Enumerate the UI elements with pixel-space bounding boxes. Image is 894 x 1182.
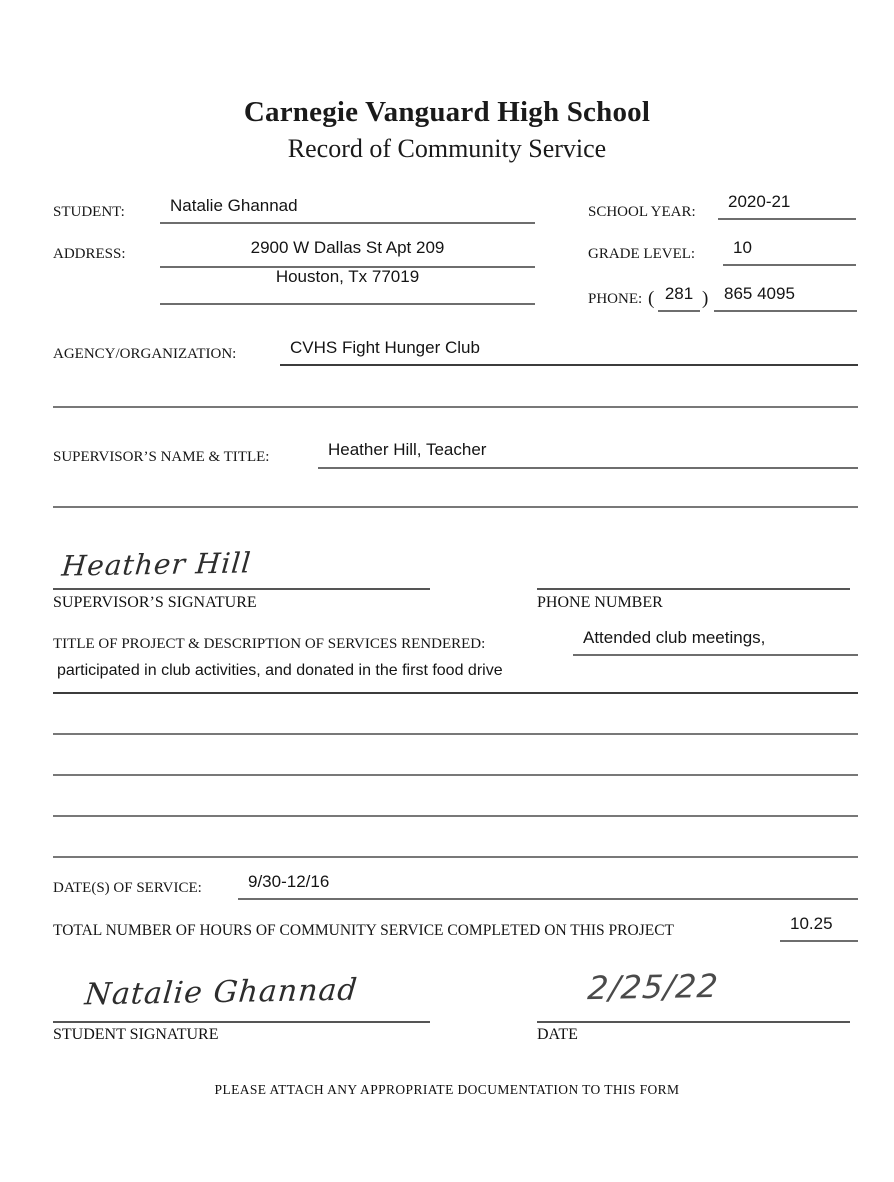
phone-number-label: PHONE NUMBER — [537, 594, 663, 611]
supervisor-blank-line — [53, 506, 858, 508]
phone-area-code: 281 — [664, 284, 694, 303]
phone-number-value: 865 4095 — [724, 284, 795, 303]
project-value-line1-box — [573, 628, 858, 656]
address-line2-box — [160, 267, 535, 305]
school-year-value: 2020-21 — [728, 192, 791, 211]
blank-line-2 — [53, 774, 858, 776]
blank-line-4 — [53, 856, 858, 858]
form-title: Record of Community Service — [287, 134, 607, 163]
dates-of-service-label: DATE(S) OF SERVICE: — [53, 880, 202, 896]
date-line — [537, 1021, 850, 1023]
phone-label: PHONE: — [588, 291, 643, 307]
project-value-line2-box — [53, 662, 858, 694]
student-signature-script: Natalie Ghannad — [83, 972, 360, 1013]
student-signature-line — [53, 1021, 430, 1023]
total-hours-label: TOTAL NUMBER OF HOURS OF COMMUNITY SERVICE COMPLETED ON THIS PROJECT — [53, 922, 675, 939]
footer-note: PLEASE ATTACH ANY APPROPRIATE DOCUMENTATION TO THIS FORM — [214, 1082, 680, 1097]
supervisor-name-value-line — [318, 440, 858, 469]
phone-number-line — [714, 284, 857, 312]
dates-of-service-line — [238, 872, 858, 900]
blank-line-1 — [53, 733, 858, 735]
phone-paren-open: ( — [648, 288, 655, 309]
student-value: Natalie Ghannad — [170, 196, 298, 215]
total-hours-line — [780, 914, 858, 942]
agency-value-line — [280, 338, 858, 366]
agency-label: AGENCY/ORGANIZATION: — [53, 346, 237, 362]
grade-level-label: GRADE LEVEL: — [588, 246, 696, 262]
student-label: STUDENT: — [53, 204, 125, 220]
date-label: DATE — [537, 1026, 578, 1043]
address-line2: Houston, Tx 77019 — [275, 267, 420, 286]
grade-level-value-line — [723, 238, 856, 266]
student-signature-label: STUDENT SIGNATURE — [53, 1026, 219, 1043]
dates-of-service-value: 9/30-12/16 — [248, 872, 330, 891]
address-line1: 2900 W Dallas St Apt 209 — [250, 238, 445, 257]
project-value-line2: participated in club activities, and donated in the first food drive — [57, 662, 503, 679]
agency-blank-line — [53, 406, 858, 408]
supervisor-name-value: Heather Hill, Teacher — [328, 440, 487, 459]
phone-paren-close: ) — [702, 288, 709, 309]
project-label: TITLE OF PROJECT & DESCRIPTION OF SERVICES RENDERED: — [53, 636, 486, 652]
supervisor-signature-line — [53, 588, 430, 590]
phone-number-sig-line — [537, 588, 850, 590]
school-year-label: SCHOOL YEAR: — [588, 204, 696, 220]
phone-area-code-line — [658, 284, 700, 312]
student-value-line — [160, 196, 535, 224]
project-value-line1: Attended club meetings, — [583, 628, 766, 647]
address-line1-box — [160, 238, 535, 268]
date-script: 2/25/22 — [586, 966, 721, 1008]
school-year-value-line — [718, 192, 856, 220]
blank-line-3 — [53, 815, 858, 817]
supervisor-signature-script: Heather Hill — [60, 546, 253, 583]
supervisor-name-label: SUPERVISOR’S NAME & TITLE: — [53, 449, 270, 465]
grade-level-value: 10 — [733, 238, 752, 257]
school-name: Carnegie Vanguard High School — [243, 96, 651, 128]
address-label: ADDRESS: — [53, 246, 126, 262]
total-hours-value: 10.25 — [790, 914, 833, 933]
supervisor-signature-label: SUPERVISOR’S SIGNATURE — [53, 594, 257, 611]
agency-value: CVHS Fight Hunger Club — [290, 338, 480, 357]
